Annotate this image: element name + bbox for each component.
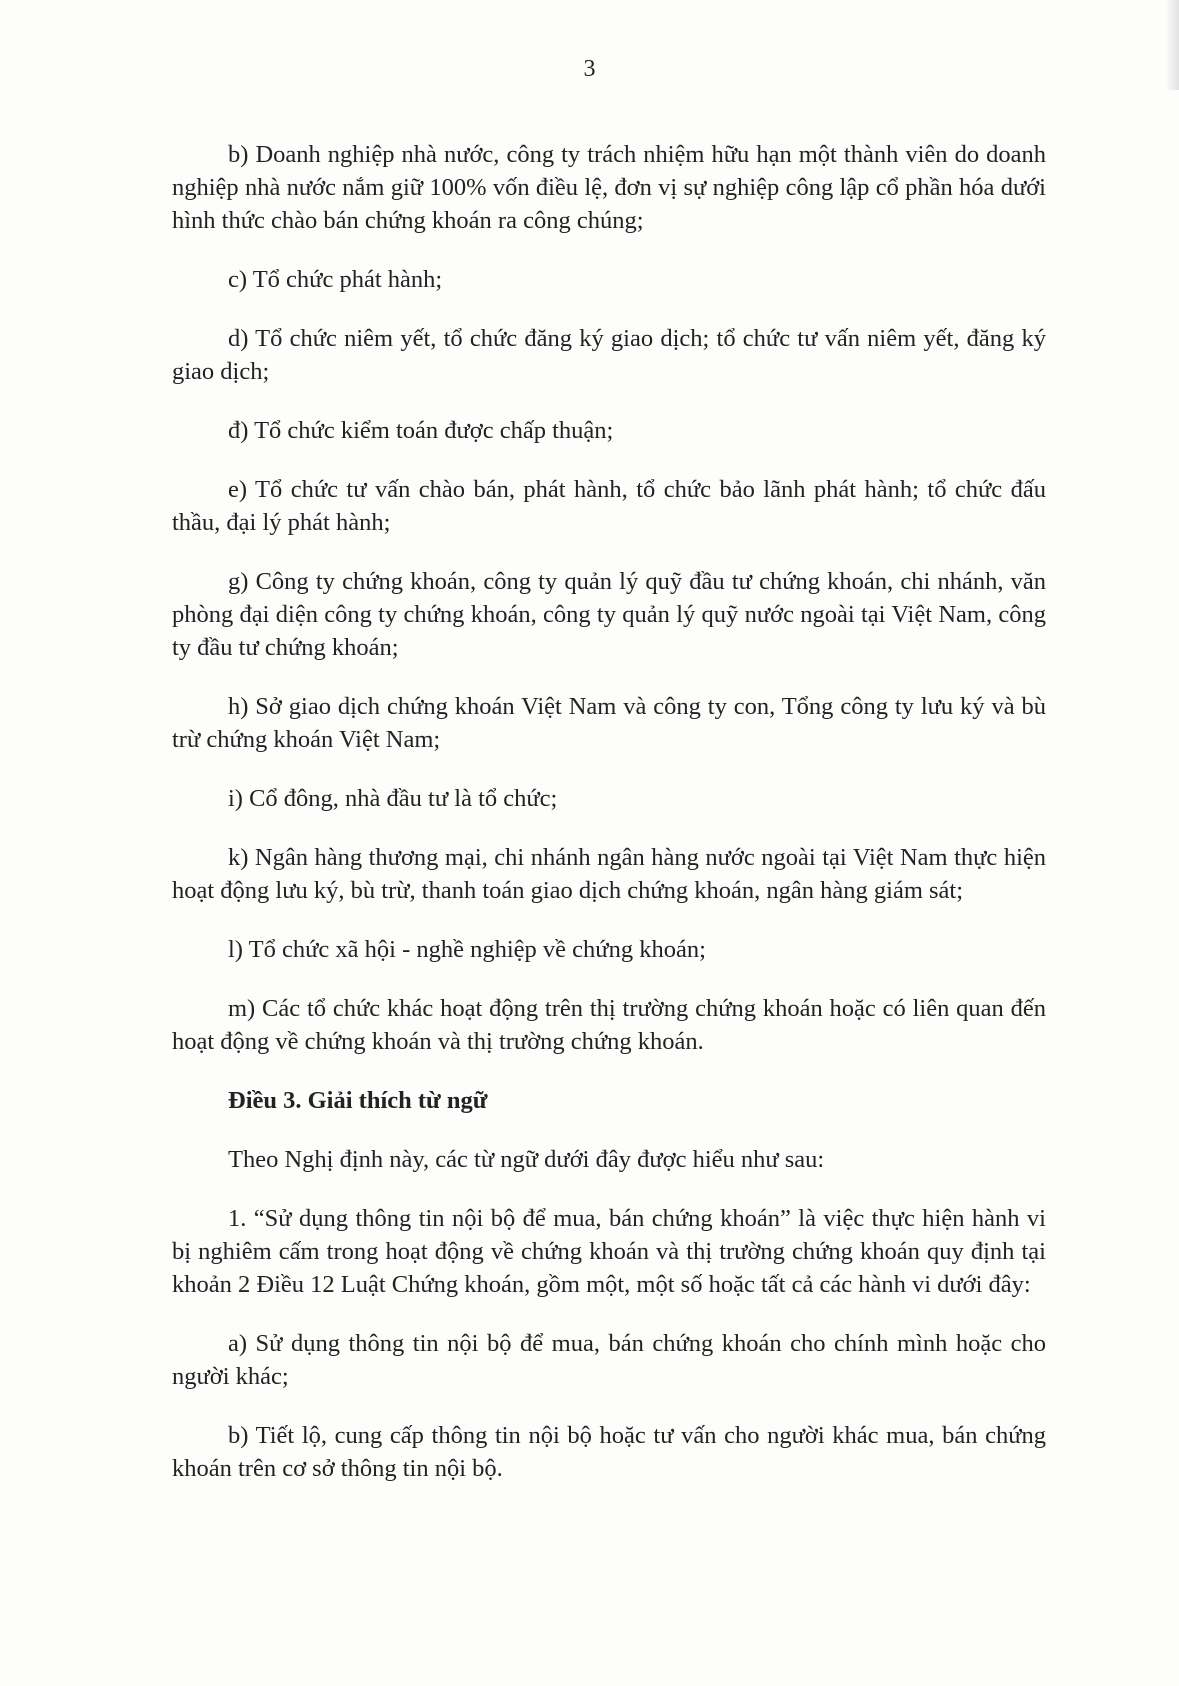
article-3-item-1: 1. “Sử dụng thông tin nội bộ để mua, bán chứng khoán” là việc thực hiện hành vi bị nghiêm cấm trong hoạt động về chứng khoán và thị trường chứng khoán quy định tại khoản 2 Điều 12 Luật Chứng khoán, gồm một, một số hoặc tất cả các hành vi dưới đây: [172, 1205, 1046, 1298]
clause-c: c) Tổ chức phát hành; [228, 266, 443, 293]
clause-d: d) Tổ chức niêm yết, tổ chức đăng ký giao dịch; tổ chức tư vấn niêm yết, đăng ký giao dịch; [172, 325, 1046, 385]
document-body [172, 138, 1046, 1511]
article-3-item-1b: b) Tiết lộ, cung cấp thông tin nội bộ hoặc tư vấn cho người khác mua, bán chứng khoán trên cơ sở thông tin nội bộ. [172, 1422, 1046, 1482]
clause-g: g) Công ty chứng khoán, công ty quản lý quỹ đầu tư chứng khoán, chi nhánh, văn phòng đại diện công ty chứng khoán, công ty quản lý quỹ nước ngoài tại Việt Nam, công ty đầu tư chứng khoán; [172, 568, 1046, 661]
article-3-intro: Theo Nghị định này, các từ ngữ dưới đây được hiểu như sau: [228, 1146, 825, 1173]
clause-l: l) Tổ chức xã hội - nghề nghiệp về chứng khoán; [228, 936, 706, 963]
clause-dd: đ) Tổ chức kiểm toán được chấp thuận; [228, 417, 614, 444]
clause-h: h) Sở giao dịch chứng khoán Việt Nam và công ty con, Tổng công ty lưu ký và bù trừ chứng khoán Việt Nam; [172, 693, 1046, 753]
clause-b: b) Doanh nghiệp nhà nước, công ty trách nhiệm hữu hạn một thành viên do doanh nghiệp nhà nước nắm giữ 100% vốn điều lệ, đơn vị sự nghiệp công lập cổ phần hóa dưới hình thức chào bán chứng khoán ra công chúng; [172, 141, 1046, 234]
clause-k: k) Ngân hàng thương mại, chi nhánh ngân hàng nước ngoài tại Việt Nam thực hiện hoạt động lưu ký, bù trừ, thanh toán giao dịch chứng khoán, ngân hàng giám sát; [172, 844, 1046, 904]
clause-i: i) Cổ đông, nhà đầu tư là tổ chức; [228, 785, 558, 812]
article-3-heading: Điều 3. Giải thích từ ngữ [228, 1087, 488, 1114]
article-3-item-1a: a) Sử dụng thông tin nội bộ để mua, bán chứng khoán cho chính mình hoặc cho người khác; [172, 1330, 1046, 1390]
page-number: 3 [583, 56, 596, 82]
clause-m: m) Các tổ chức khác hoạt động trên thị trường chứng khoán hoặc có liên quan đến hoạt động về chứng khoán và thị trường chứng khoán. [172, 995, 1046, 1055]
clause-e: e) Tổ chức tư vấn chào bán, phát hành, tổ chức bảo lãnh phát hành; tổ chức đấu thầu, đại lý phát hành; [172, 476, 1046, 536]
